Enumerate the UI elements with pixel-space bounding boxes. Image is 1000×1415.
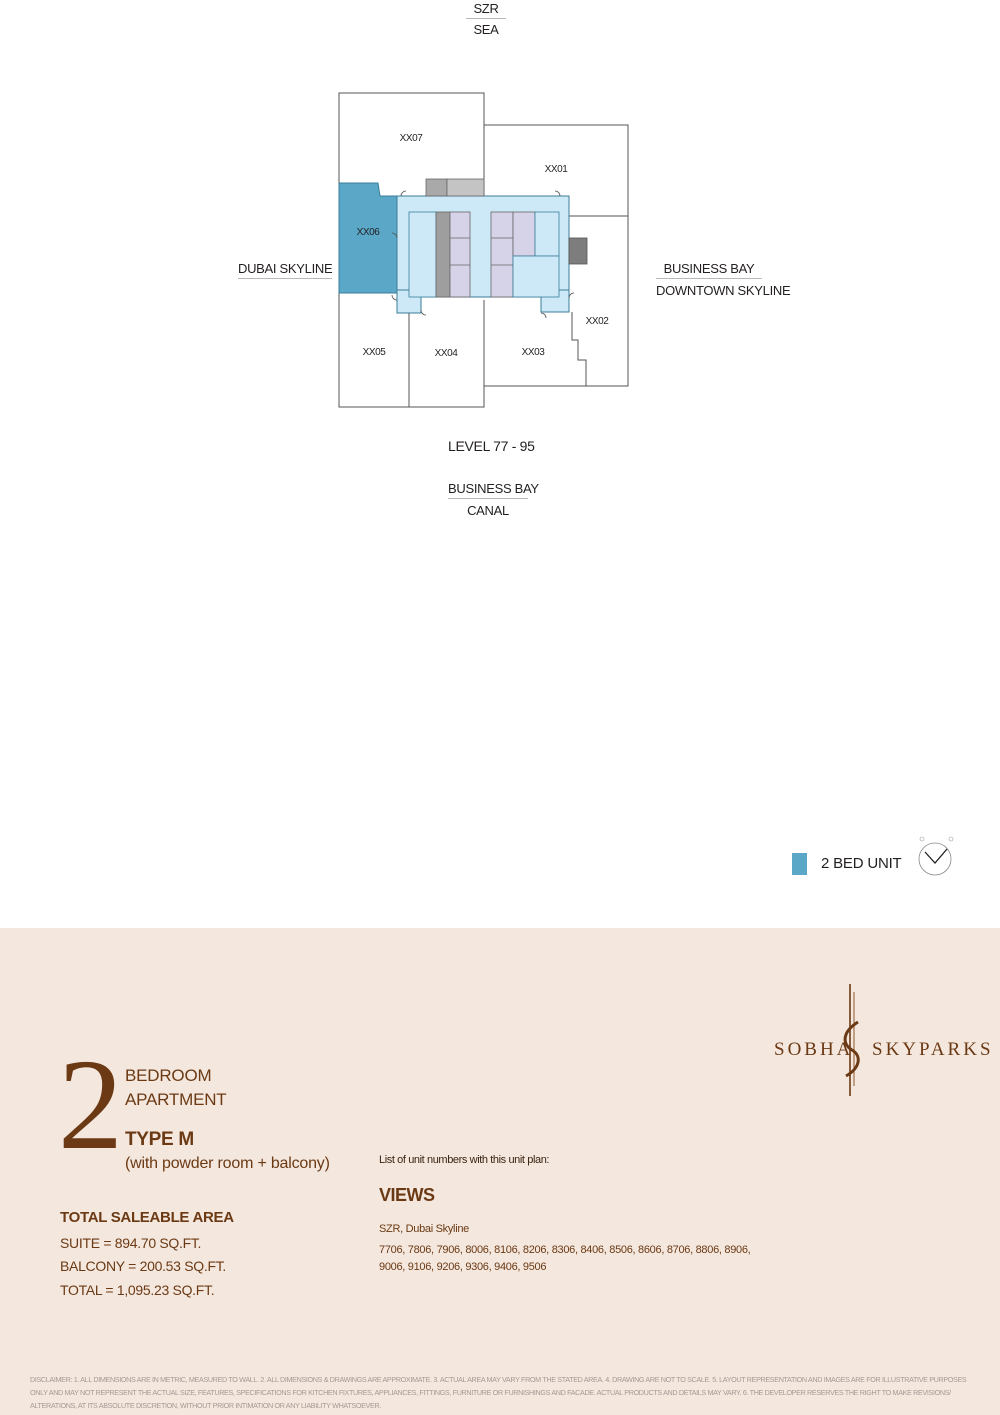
views-value: SZR, Dubai Skyline <box>379 1223 469 1235</box>
unit-list-heading: List of unit numbers with this unit plan: <box>379 1154 550 1166</box>
orientation-bottom-line2: CANAL <box>467 503 509 518</box>
area-heading: TOTAL SALEABLE AREA <box>60 1209 234 1226</box>
disclaimer: DISCLAIMER: 1. ALL DIMENSIONS ARE IN METRIC, MEASURED TO WALL. 2. ALL DIMENSIONS & DRAWINGS ARE APPROXIMATE. 3. ACTUAL AREA MAY VARY FROM THE STATED AREA. 4. DRAWING ARE NOT TO SCALE. 5. LAYOUT REPRESENTATION AND IMAGES ARE FOR ILLUSTRATIVE PURPOSES ONLY AND MAY NOT REPRESENT THE ACTUAL SIZE, FEATURES, SPECIFICATIONS FOR KITCHEN FIXTURES, APPLIANCES, FITTINGS, FURNITURE OR FURNISHINGS AND FACADE. ACTUAL PRODUCTS AND DETAILS MAY VARY. 6. THE DEVELOPER RESERVES THE RIGHT TO MAKE REVISIONS/ ALTERATIONS, AT ITS ABSOLUTE DISCRETION, WITHOUT PRIOR INTIMATION OR ANY LIABILITY WHATSOEVER. <box>30 1375 967 1410</box>
orientation-top-line2: SEA <box>473 22 499 37</box>
unit-numbers: 7706, 7806, 7906, 8006, 8106, 8206, 8306, 8406, 8506, 8606, 8706, 8806, 8906, 9006, 9106, 9206, 9306, 9406, 9506 <box>379 1244 751 1273</box>
unit-label-xx07: XX07 <box>399 133 423 144</box>
bedroom-title <box>125 1064 226 1112</box>
brand-left: SOBHA <box>774 1039 854 1060</box>
floor-plan <box>0 0 1000 520</box>
unit-label-xx04: XX04 <box>434 348 458 359</box>
service-block <box>569 238 587 264</box>
unit-label-xx01: XX01 <box>544 164 568 175</box>
unit-label-xx05: XX05 <box>362 347 386 358</box>
compass-icon <box>914 832 958 886</box>
service-block <box>426 179 447 196</box>
level-label: LEVEL 77 - 95 <box>448 438 535 454</box>
orientation-right-line2: DOWNTOWN SKYLINE <box>656 283 791 298</box>
orientation-bottom-line1: BUSINESS BAY <box>448 481 528 499</box>
bedroom-count: 2 <box>58 1033 123 1177</box>
unit-xx04-outline <box>409 313 484 407</box>
views-heading: VIEWS <box>379 1185 435 1205</box>
core-area <box>397 196 569 313</box>
unit-label-xx03: XX03 <box>521 347 545 358</box>
bedroom-title-line1: BEDROOM <box>125 1066 212 1085</box>
unit-xx06-highlight <box>339 183 397 293</box>
orientation-top-line1: SZR <box>466 1 506 19</box>
unit-type: TYPE M <box>125 1129 194 1150</box>
bedroom-title-line2: APARTMENT <box>125 1090 227 1109</box>
orientation-left-label: DUBAI SKYLINE <box>238 261 332 279</box>
unit-label-xx02: XX02 <box>585 316 609 327</box>
orientation-right-line1: BUSINESS BAY <box>656 261 762 279</box>
service-block <box>447 179 484 196</box>
area-total: TOTAL = 1,095.23 SQ.FT. <box>60 1282 215 1298</box>
area-balcony: BALCONY = 200.53 SQ.FT. <box>60 1258 226 1274</box>
legend-swatch <box>792 853 807 875</box>
brand-right: SKYPARKS <box>872 1039 994 1060</box>
unit-xx03-outline <box>484 300 586 386</box>
brand-logo-mark <box>838 982 866 1100</box>
area-suite: SUITE = 894.70 SQ.FT. <box>60 1235 202 1251</box>
unit-subtitle: (with powder room + balcony) <box>125 1155 330 1172</box>
legend-label: 2 BED UNIT <box>821 855 902 872</box>
unit-label-xx06: XX06 <box>356 227 380 238</box>
